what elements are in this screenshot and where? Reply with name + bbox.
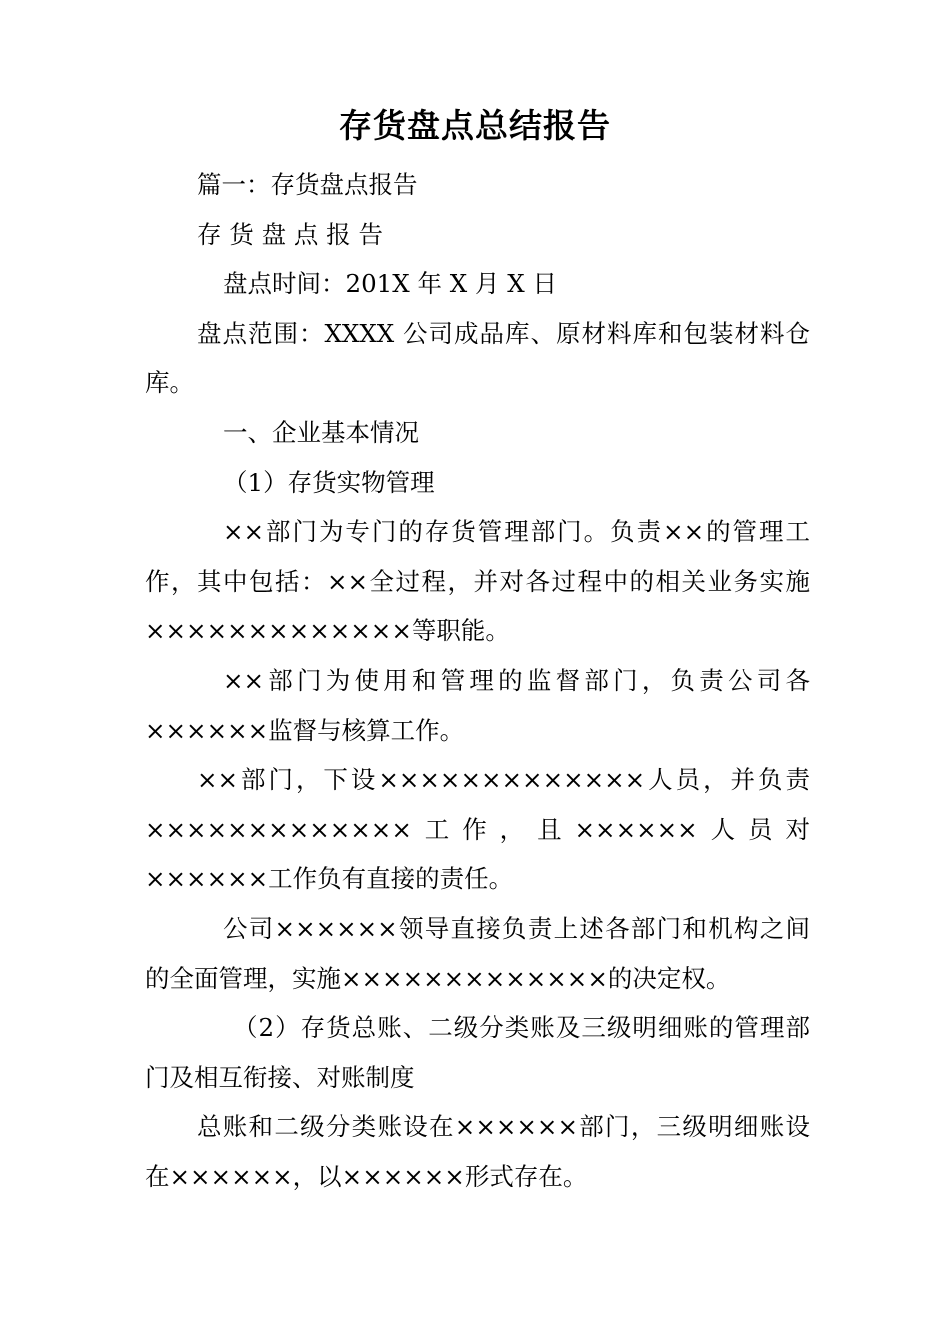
document-title: 存货盘点总结报告 [339, 106, 611, 145]
inventory-date: 盘点时间：201X 年 X 月 X 日 [223, 269, 558, 299]
body-paragraph: ××部门，下设×××××××××××××人员，并负责×××××××××××××工作，且××××××人员对××××××工作负有直接的责任。 [145, 765, 810, 894]
body-paragraph: 公司××××××领导直接负责上述各部门和机构之间的全面管理，实施×××××××××××××的决定权。 [145, 913, 810, 993]
subheading-ledger-management: （2）存货总账、二级分类账及三级明细账的管理部门及相互衔接、对账制度 [145, 1013, 810, 1092]
body-paragraph: ××部门为使用和管理的监督部门，负责公司各××××××监督与核算工作。 [145, 665, 810, 745]
heading-company-overview: 一、企业基本情况 [223, 417, 419, 447]
document-body [145, 160, 810, 1201]
report-subtitle: 存 货 盘 点 报 告 [197, 219, 383, 249]
inventory-scope: 盘点范围：XXXX 公司成品库、原材料库和包装材料仓库。 [145, 318, 810, 398]
subheading-physical-management: （1）存货实物管理 [223, 467, 435, 497]
body-paragraph: ××部门为专门的存货管理部门。负责××的管理工作，其中包括：××全过程，并对各过程中的相关业务实施×××××××××××××等职能。 [145, 517, 810, 646]
body-paragraph: 总账和二级分类账设在××××××部门，三级明细账设在××××××，以××××××形式存在。 [145, 1112, 810, 1191]
section-heading: 篇一：存货盘点报告 [197, 170, 418, 199]
